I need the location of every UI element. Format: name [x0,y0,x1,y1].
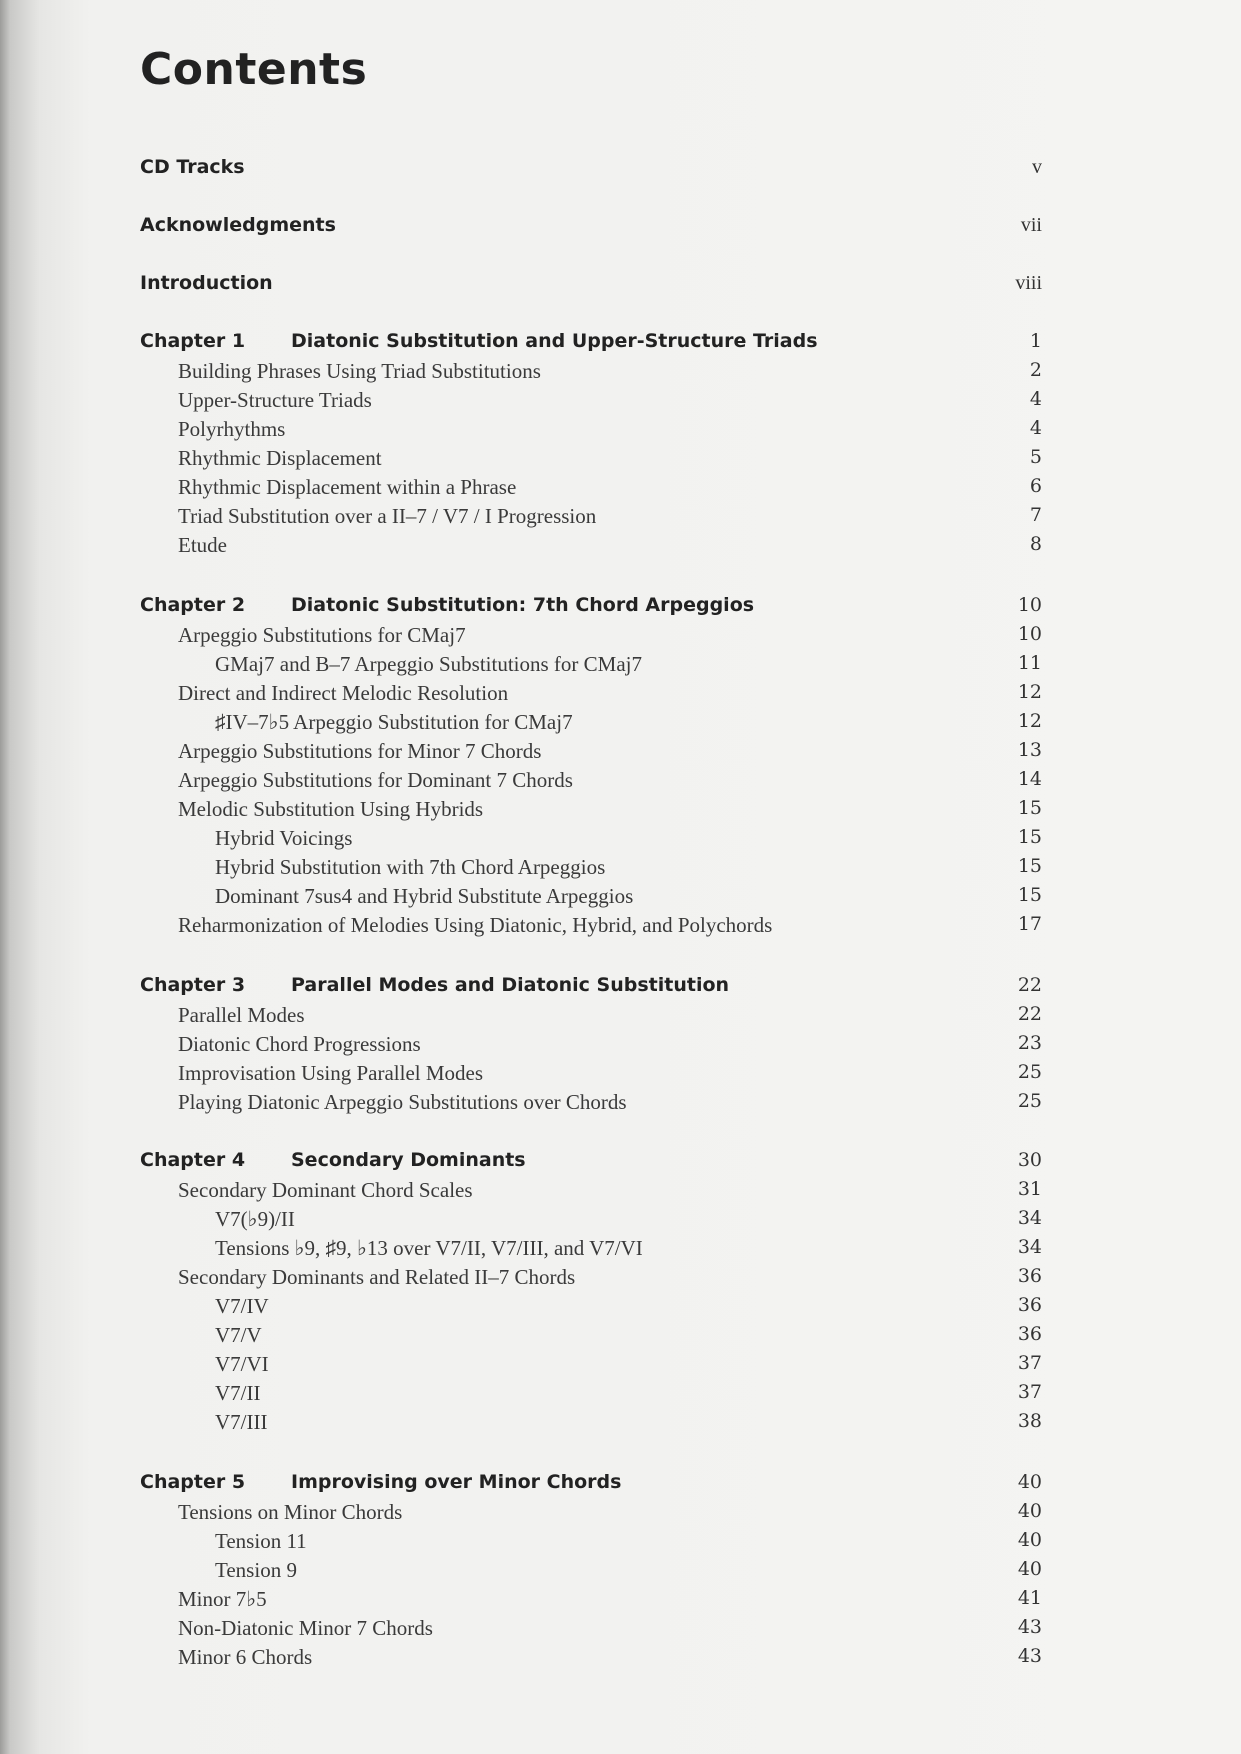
toc-section-label: Arpeggio Substitutions for Minor 7 Chords [178,739,542,763]
chapter-number: Chapter 2 [140,594,246,616]
toc-page-number: 4 [1029,388,1042,410]
toc-section[interactable] [0,623,1241,651]
toc-front-entry[interactable] [0,272,1241,300]
toc-page-number: 7 [1029,504,1042,526]
toc-subsection-label: Hybrid Substitution with 7th Chord Arpeggios [215,855,606,879]
toc-page-number: 36 [1017,1294,1042,1316]
toc-section-label: Arpeggio Substitutions for CMaj7 [178,623,466,647]
toc-section[interactable] [0,475,1241,503]
toc-page-number: 31 [1017,1178,1042,1200]
toc-chapter-5[interactable] [0,1471,1241,1499]
toc-page-number: 23 [1017,1032,1042,1054]
toc-subsection-label: V7/V [215,1323,262,1347]
toc-page-number: 25 [1017,1090,1042,1112]
toc-page-number: 37 [1017,1352,1042,1374]
toc-section-label: Tensions on Minor Chords [178,1500,403,1524]
toc-page-number: 12 [1017,710,1042,732]
toc-subsection-label: Tension 11 [215,1529,307,1553]
page-title: Contents [140,44,368,95]
toc-section[interactable] [0,1616,1241,1644]
toc-front-label: CD Tracks [140,156,245,178]
toc-subsection[interactable] [0,1381,1241,1409]
toc-chapter-3[interactable] [0,974,1241,1002]
toc-section-label: Playing Diatonic Arpeggio Substitutions over Chords [178,1090,627,1114]
toc-section[interactable] [0,913,1241,941]
toc-subsection-label: V7/VI [215,1352,269,1376]
toc-section[interactable] [0,1032,1241,1060]
toc-page-number: 25 [1017,1061,1042,1083]
toc-subsection[interactable] [0,1323,1241,1351]
toc-subsection[interactable] [0,826,1241,854]
toc-section-label: Minor 7♭5 [178,1587,267,1611]
toc-subsection-label: V7(♭9)/II [215,1207,295,1231]
toc-front-label: Introduction [140,272,273,294]
toc-page-number: 30 [1017,1149,1042,1171]
toc-subsection-label: Dominant 7sus4 and Hybrid Substitute Arpeggios [215,884,634,908]
toc-page-number: 6 [1029,475,1042,497]
toc-page-number: 43 [1017,1616,1042,1638]
toc-page-number: 38 [1017,1410,1042,1432]
chapter-number: Chapter 3 [140,974,246,996]
toc-subsection-label: V7/IV [215,1294,269,1318]
toc-subsection[interactable] [0,884,1241,912]
toc-section[interactable] [0,1645,1241,1673]
toc-subsection[interactable] [0,652,1241,680]
toc-front-entry[interactable] [0,214,1241,242]
toc-subsection-label: Tensions ♭9, ♯9, ♭13 over V7/II, V7/III, and V7/VI [215,1236,643,1260]
toc-section-label: Direct and Indirect Melodic Resolution [178,681,509,705]
toc-page-number: 8 [1029,533,1042,555]
chapter-title: Diatonic Substitution: 7th Chord Arpeggios [291,594,755,616]
toc-page-number: 4 [1029,417,1042,439]
toc-page-number: 17 [1017,913,1042,935]
toc-page-number: 22 [1017,1003,1042,1025]
toc-page-number: 37 [1017,1381,1042,1403]
toc-page-number: 10 [1017,623,1042,645]
chapter-title: Parallel Modes and Diatonic Substitution [291,974,730,996]
toc-section-label: Rhythmic Displacement within a Phrase [178,475,517,499]
toc-page-number: 40 [1017,1558,1042,1580]
toc-subsection[interactable] [0,1236,1241,1264]
toc-section-label: Melodic Substitution Using Hybrids [178,797,484,821]
toc-subsection[interactable] [0,855,1241,883]
toc-page-number: 22 [1017,974,1042,996]
toc-section[interactable] [0,1003,1241,1031]
toc-chapter-4[interactable] [0,1149,1241,1177]
toc-subsection-label: V7/III [215,1410,268,1434]
toc-section[interactable] [0,388,1241,416]
toc-section-label: Rhythmic Displacement [178,446,382,470]
toc-page-number: 14 [1017,768,1042,790]
toc-section-label: Building Phrases Using Triad Substitutions [178,359,541,383]
toc-subsection[interactable] [0,1529,1241,1557]
toc-page-number: 10 [1017,594,1042,616]
chapter-number: Chapter 5 [140,1471,246,1493]
toc-page-number: 1 [1029,330,1042,352]
toc-subsection[interactable] [0,1410,1241,1438]
toc-page-number: 40 [1017,1529,1042,1551]
toc-section[interactable] [0,768,1241,796]
toc-chapter-2[interactable] [0,594,1241,622]
toc-page-number: 15 [1017,884,1042,906]
toc-subsection-label: GMaj7 and B–7 Arpeggio Substitutions for CMaj7 [215,652,642,676]
toc-section[interactable] [0,797,1241,825]
toc-section[interactable] [0,359,1241,387]
toc-section-label: Arpeggio Substitutions for Dominant 7 Chords [178,768,573,792]
toc-page-number: 41 [1017,1587,1042,1609]
toc-page-number: 15 [1017,855,1042,877]
toc-subsection[interactable] [0,1352,1241,1380]
toc-page-number: 15 [1017,797,1042,819]
toc-page-number: 36 [1017,1323,1042,1345]
toc-subsection-label: ♯IV–7♭5 Arpeggio Substitution for CMaj7 [215,710,573,734]
toc-section[interactable] [0,504,1241,532]
toc-page-number: 2 [1029,359,1042,381]
toc-page-number: v [1032,156,1042,178]
toc-subsection-label: Hybrid Voicings [215,826,353,850]
chapter-title: Improvising over Minor Chords [291,1471,622,1493]
toc-section[interactable] [0,1265,1241,1293]
toc-section-label: Improvisation Using Parallel Modes [178,1061,484,1085]
toc-page-number: 36 [1017,1265,1042,1287]
toc-section[interactable] [0,446,1241,474]
toc-page-number: 40 [1017,1500,1042,1522]
toc-section[interactable] [0,533,1241,561]
toc-page-number: 40 [1017,1471,1042,1493]
toc-subsection[interactable] [0,1558,1241,1586]
toc-section-label: Polyrhythms [178,417,286,441]
chapter-number: Chapter 4 [140,1149,246,1171]
toc-chapter-1[interactable] [0,330,1241,358]
toc-section-label: Upper-Structure Triads [178,388,372,412]
toc-section-label: Non-Diatonic Minor 7 Chords [178,1616,433,1640]
toc-subsection-label: V7/II [215,1381,261,1405]
toc-section[interactable] [0,417,1241,445]
toc-section[interactable] [0,681,1241,709]
toc-section[interactable] [0,1178,1241,1206]
toc-section-label: Triad Substitution over a II–7 / V7 / I Progression [178,504,597,528]
toc-front-entry[interactable] [0,156,1241,184]
toc-section-label: Parallel Modes [178,1003,305,1027]
chapter-title: Diatonic Substitution and Upper-Structure Triads [291,330,818,352]
toc-section[interactable] [0,1500,1241,1528]
toc-page-number: 11 [1017,652,1042,674]
toc-subsection[interactable] [0,1207,1241,1235]
toc-subsection[interactable] [0,1294,1241,1322]
toc-section[interactable] [0,1587,1241,1615]
chapter-title: Secondary Dominants [291,1149,526,1171]
toc-page-number: viii [1015,272,1042,294]
toc-section[interactable] [0,739,1241,767]
toc-page-number: 34 [1017,1207,1042,1229]
toc-page-number: 5 [1029,446,1042,468]
toc-page-number: 34 [1017,1236,1042,1258]
toc-section-label: Secondary Dominants and Related II–7 Chords [178,1265,576,1289]
toc-subsection-label: Tension 9 [215,1558,297,1582]
toc-section-label: Reharmonization of Melodies Using Diatonic, Hybrid, and Polychords [178,913,773,937]
toc-page-number: 15 [1017,826,1042,848]
toc-section[interactable] [0,1061,1241,1089]
toc-section[interactable] [0,1090,1241,1118]
toc-page-number: 13 [1017,739,1042,761]
toc-front-label: Acknowledgments [140,214,336,236]
toc-section-label: Diatonic Chord Progressions [178,1032,421,1056]
toc-page-number: vii [1020,214,1042,236]
toc-section-label: Secondary Dominant Chord Scales [178,1178,473,1202]
toc-subsection[interactable] [0,710,1241,738]
toc-section-label: Minor 6 Chords [178,1645,313,1669]
toc-section-label: Etude [178,533,227,557]
toc-page-number: 12 [1017,681,1042,703]
toc-page-number: 43 [1017,1645,1042,1667]
chapter-number: Chapter 1 [140,330,246,352]
